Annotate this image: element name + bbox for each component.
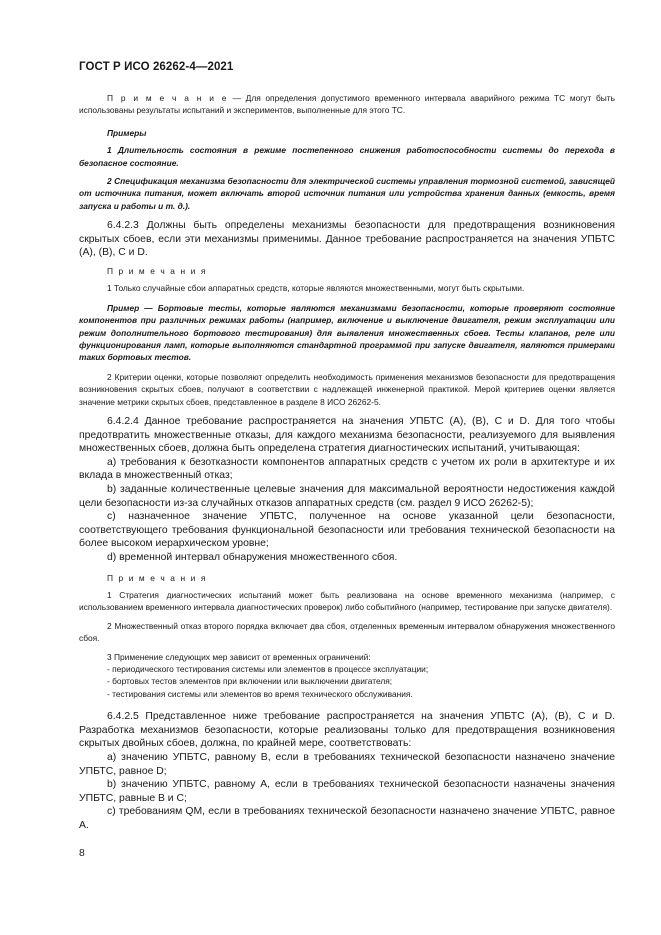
running-header: ГОСТ Р ИСО 26262-4—2021: [79, 61, 234, 73]
notes-2-dash-2: - бортовых тестов элементов при включении или выключении двигателя;: [107, 676, 393, 687]
clause-6-4-2-3: 6.4.2.3 Должны быть определены механизмы безопасности для предотвращения возникновения скрытых сбоев, если эти механизмы применимы. Данное требование распространяется на значения УПБТС (А), (В), С и D.: [79, 220, 615, 259]
notes-2-label: П р и м е ч а н и я: [107, 572, 207, 583]
note-label: П р и м е ч а н и е: [107, 93, 228, 103]
clause-6-4-2-5-item-b: b) значению УПБТС, равному А, если в требованиях технической безопасности назначены значения УПБТС, равные В и С;: [79, 779, 615, 804]
clause-6-4-2-5-item-c: c) требованиям QM, если в требованиях технической безопасности назначено значение УПБТС, равное А.: [79, 806, 615, 832]
example-2: 2 Спецификация механизма безопасности для электрической системы управления тормозной системой, зависящей от источника питания, может включать второй источник питания или устройства хранения данных (емкость, время запуска и работы и т. д.).: [79, 176, 615, 211]
notes-2-item-1: 1 Стратегия диагностических испытаний может быть реализована на основе временного механизма (например, с использованием временного интервала диагностических проверок) либо событийного (например, тестирование при запуске двигателя).: [79, 590, 615, 613]
clause-6-4-2-5-item-a: a) значению УПБТС, равному В, если в требованиях технической безопасности назначено значение УПБТС, равное D;: [79, 752, 615, 777]
example-1: 1 Длительность состояния в режиме постепенного снижения работоспособности системы до перехода в безопасное состояние.: [79, 145, 615, 168]
notes-2-item-2: 2 Множественный отказ второго порядка включает два сбоя, отделенных временным интервалом обнаружения множественного сбоя.: [79, 620, 615, 644]
notes-2-dash-3: - тестирования системы или элементов во время технического обслуживания.: [107, 688, 413, 699]
clause-6-4-2-5: 6.4.2.5 Представленное ниже требование распространяется на значения УПБТС (А), (В), С и D. Разработка механизмов безопасности, которые реализованы только для предотвращения возникновения скрытых двойных сбоев, должна, по крайней мере, соответствовать:: [79, 711, 615, 750]
page-content: [79, 92, 615, 833]
clause-6-4-2-4-item-a: a) требования к безотказности компонентов аппаратных средств с учетом их роли в архитектуре и их вклада в множественный отказ;: [79, 456, 615, 482]
notes-1-item-1: 1 Только случайные сбои аппаратных средств, которые являются множественными, могут быть скрытыми.: [107, 283, 525, 294]
examples-title: Примеры: [107, 127, 147, 138]
notes-1-example: Пример — Бортовые тесты, которые являются механизмами безопасности, которые проверяют состояние компонентов при различных режимах работы (например, включение и выключение двигателя, режим эксплуатации или режим дополнительного бортового тестирования) для выявления множественных сбоев. Тесты клапанов, реле или функционирования ламп, которые выполняются стандартной программой при запуске двигателя, являются примерами таких бортовых тестов.: [79, 302, 615, 363]
notes-1-item-2: 2 Критерии оценки, которые позволяют определить необходимость применения механизмов безопасности для предотвращения возникновения скрытых сбоев, получают в соответствии с надлежащей инженерной практикой. Мерой критериев оценки является значение метрики скрытых сбоев, представленное в разделе 8 ИСО 26262-5.: [79, 371, 615, 407]
notes-1-label: П р и м е ч а н и я: [107, 266, 207, 277]
clause-6-4-2-4-item-d: d) временной интервал обнаружения множественного сбоя.: [107, 552, 398, 564]
note-text: — Для определения допустимого временного интервала аварийного режима ТС могут быть использованы результаты испытаний и экспериментов, выполненные для этого ТС.: [79, 93, 615, 116]
clause-6-4-2-4: 6.4.2.4 Данное требование распространяется на значения УПБТС (А), (В), С и D. Для того чтобы предотвратить множественные отказы, для каждого механизма безопасности, реализуемого для выявления множественных сбоев, должна быть определена стратегия диагностических испытаний, учитывающая:: [79, 416, 615, 455]
page-number: 8: [79, 848, 85, 859]
note-top: [79, 92, 615, 117]
clause-6-4-2-4-item-c: c) назначенное значение УПБТС, полученное на основе указанной цели безопасности, соответствующего требования функциональной безопасности или требования технической безопасности на более высоком иерархическом уровне;: [79, 511, 615, 550]
notes-2-item-3: 3 Применение следующих мер зависит от временных ограничений:: [107, 651, 371, 662]
notes-2-dash-1: - периодического тестирования системы или элементов в процессе эксплуатации;: [107, 664, 429, 675]
clause-6-4-2-4-item-b: b) заданные количественные целевые значения для максимальной вероятности недостижения каждой цели безопасности из-за случайных отказов аппаратных средств (см. раздел 9 ИСО 26262-5);: [79, 484, 615, 509]
